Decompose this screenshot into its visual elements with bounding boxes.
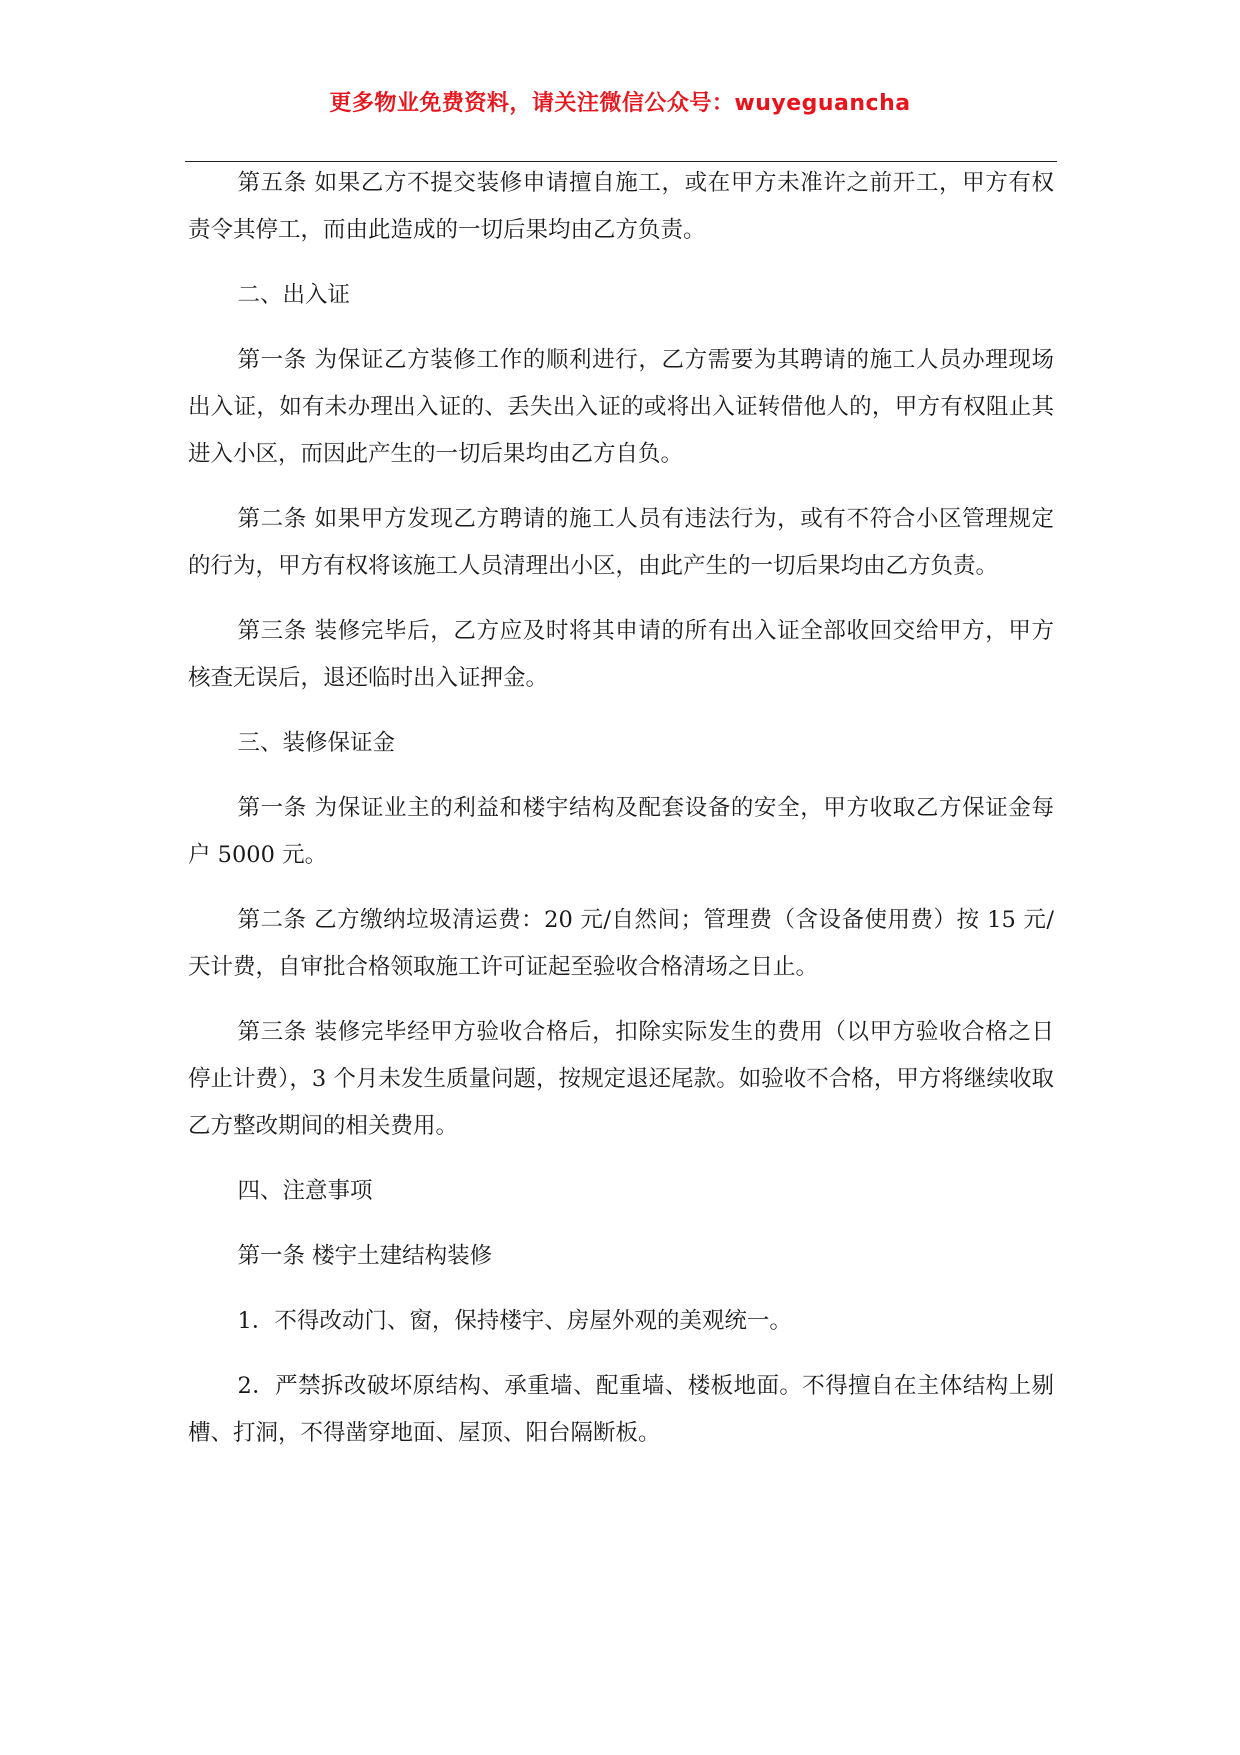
clause-paragraph: 第一条 为保证业主的利益和楼宇结构及配套设备的安全，甲方收取乙方保证金每户 5000 元。 bbox=[188, 795, 1054, 868]
section-heading: 四、注意事项 bbox=[237, 1178, 373, 1204]
clause-paragraph: 第三条 装修完毕经甲方验收合格后，扣除实际发生的费用（以甲方验收合格之日停止计费），3 个月未发生质量问题，按规定退还尾款。如验收不合格，甲方将继续收取乙方整改期间的相关费用。 bbox=[188, 1019, 1054, 1139]
list-item: 1．不得改动门、窗，保持楼宇、房屋外观的美观统一。 bbox=[237, 1308, 792, 1334]
section-heading: 三、装修保证金 bbox=[237, 730, 396, 756]
section-heading: 二、出入证 bbox=[237, 282, 351, 308]
page-header-notice: 更多物业免费资料，请关注微信公众号：wuyeguancha bbox=[329, 91, 911, 116]
list-item: 2．严禁拆改破坏原结构、承重墙、配重墙、楼板地面。不得擅自在主体结构上剔槽、打洞，不得凿穿地面、屋顶、阳台隔断板。 bbox=[188, 1373, 1054, 1446]
clause-paragraph: 第二条 如果甲方发现乙方聘请的施工人员有违法行为，或有不符合小区管理规定的行为，甲方有权将该施工人员清理出小区，由此产生的一切后果均由乙方负责。 bbox=[188, 506, 1054, 579]
clause-paragraph: 第三条 装修完毕后，乙方应及时将其申请的所有出入证全部收回交给甲方，甲方核查无误后，退还临时出入证押金。 bbox=[188, 618, 1054, 691]
clause-paragraph: 第一条 为保证乙方装修工作的顺利进行，乙方需要为其聘请的施工人员办理现场出入证，如有未办理出入证的、丢失出入证的或将出入证转借他人的，甲方有权阻止其进入小区，而因此产生的一切后果均由乙方自负。 bbox=[188, 347, 1054, 467]
document-body bbox=[188, 160, 1054, 1475]
clause-paragraph: 第二条 乙方缴纳垃圾清运费：20 元/自然间；管理费（含设备使用费）按 15 元/天计费，自审批合格领取施工许可证起至验收合格清场之日止。 bbox=[188, 907, 1054, 980]
clause-paragraph: 第五条 如果乙方不提交装修申请擅自施工，或在甲方未准许之前开工，甲方有权责令其停工，而由此造成的一切后果均由乙方负责。 bbox=[188, 170, 1054, 243]
clause-heading: 第一条 楼宇土建结构装修 bbox=[237, 1243, 493, 1269]
